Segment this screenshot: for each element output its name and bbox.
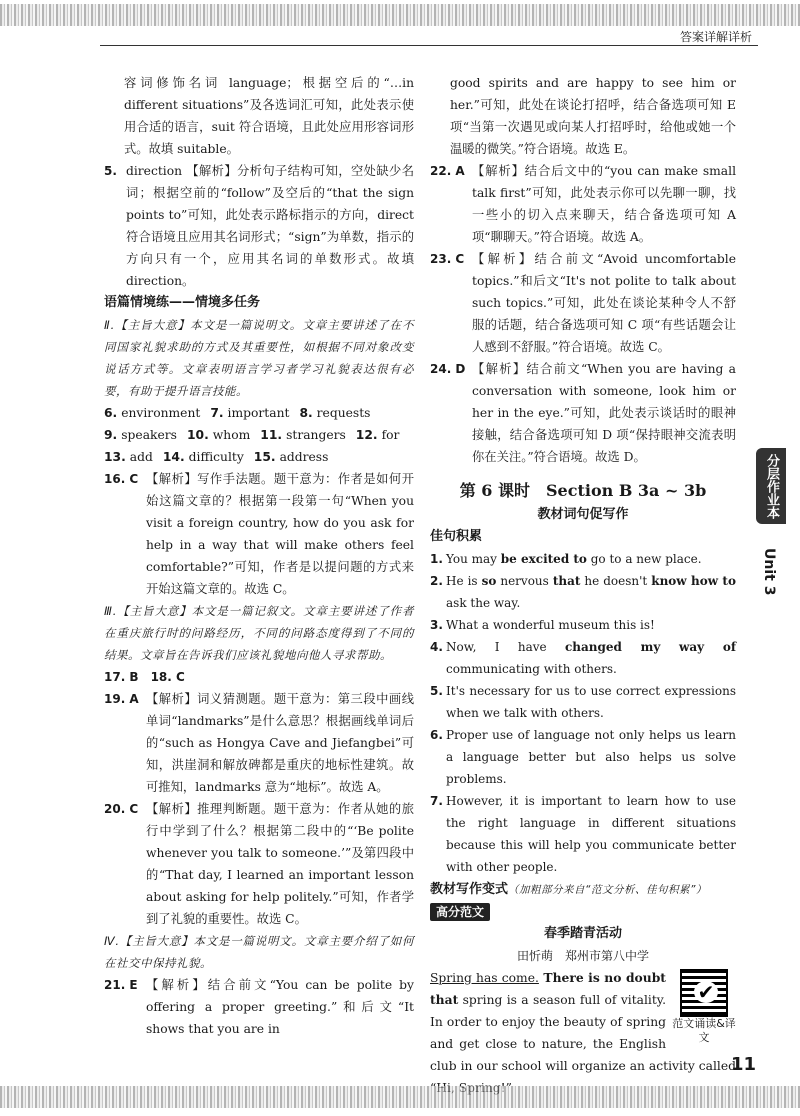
answer-item-5 xyxy=(104,160,414,292)
answer-word: speakers xyxy=(121,428,177,442)
item-text: direction 【解析】分析句子结构可知，空处缺少名词；根据空前的“follow”及空后的“that the sign points to”可知，此处表示路标指示的方向，direct 符合语境且应用其名词形式；“sign”为单数，指示的方向只有一个，应用其名词的单数形式。故填 direction。 xyxy=(126,164,414,288)
qr-code-icon[interactable] xyxy=(680,969,728,1017)
phrases-heading: 佳句积累 xyxy=(430,529,483,544)
answer-item-24 xyxy=(430,358,736,468)
item-number: 20. C xyxy=(104,802,139,816)
item-text: 【解析】结合前文“When you are having a conversation with someone, look him or her in the eye.”可知，此处表示谈话时的眼神接触，结合备选项可知 D 项“保持眼神交流表明你在关注。”符合语境。故选 D。 xyxy=(472,362,736,464)
passage-3-summary: Ⅲ.【主旨大意】本文是一篇记叙文。文章主要讲述了作者在重庆旅行时的问路经历，不同的问路态度得到了不同的结果。文章旨在告诉我们应该礼貌地向他人寻求帮助。 xyxy=(104,604,414,662)
item-number: 19. A xyxy=(104,692,139,706)
top-decorative-border xyxy=(0,4,800,26)
answer-item-23 xyxy=(430,248,736,358)
essay-author: 田忻萌 郑州市第八中学 xyxy=(516,949,649,963)
answer-item-20 xyxy=(104,798,414,930)
sentence-7: 7. However, it is important to learn how to use the right language in different situations because this will help you communicate better with other people. xyxy=(430,790,736,878)
answer-num: 13. xyxy=(104,450,126,464)
answer-word: strangers xyxy=(286,428,346,442)
sentence-number: 2. xyxy=(430,574,443,588)
answer-word: requests xyxy=(316,406,371,420)
item-number: 22. A xyxy=(430,164,465,178)
writing-heading: 教材写作变式 xyxy=(430,882,509,897)
sentence-6: 6. Proper use of language not only helps us learn a language better but also helps us solve problems. xyxy=(430,724,736,790)
answer-word: add xyxy=(129,450,153,464)
item-number: 16. C xyxy=(104,472,139,486)
item-number: 5. xyxy=(104,164,117,178)
sentence-number: 5. xyxy=(430,684,443,698)
answer-word: for xyxy=(381,428,400,442)
essay-underlined: Spring has come. xyxy=(430,971,539,985)
sentence-number: 3. xyxy=(430,618,443,632)
item-text: 【解析】词义猜测题。题干意为：第三段中画线单词“landmarks”是什么意思？根据画线单词后的“such as Hongya Cave and Jiefangbei”可知，洪崖洞和解放碑都是重庆的地标性建筑。故可推知，landmarks 意为“地标”。故选 A。 xyxy=(146,692,414,794)
answer-num: 15. xyxy=(253,450,276,464)
essay-title: 春季踏青活动 xyxy=(543,926,622,941)
answer-num: 12. xyxy=(355,428,378,442)
unit-label: Unit 3 xyxy=(761,548,777,596)
essay-text: spring is a season full of vitality. In order to enjoy the beauty of spring and get close to nature, the English club in our school will organize an activity called xyxy=(430,993,736,1073)
answer-num: 6. xyxy=(104,406,118,420)
qr-code-block[interactable] xyxy=(672,967,736,1047)
section-heading: 语篇情境练——情境多任务 xyxy=(104,295,261,310)
answers-17-18: 17. B 18. C xyxy=(104,670,185,684)
item-text: 【解析】结合后文中的“you can make small talk first”可知，此处表示你可以先聊一聊，找一些小的切入点来聊天，结合备选项可知 A 项“聊聊天。”符合语境。故选 A。 xyxy=(472,164,736,244)
answer-word: important xyxy=(227,406,290,420)
answers-row-3 xyxy=(104,446,414,468)
passage-2-summary: Ⅱ.【主旨大意】本文是一篇说明文。文章主要讲述了在不同国家礼貌求助的方式及其重要性，如根据不同对象改变说话方式等。文章表明语言学习者学习礼貌表达很有必要，有助于提升语言技能。 xyxy=(104,318,414,398)
page-number: 11 xyxy=(730,1054,756,1075)
answer-num: 10. xyxy=(186,428,209,442)
essay-bold: There is no doubt that xyxy=(430,970,666,1007)
item-text: 【解析】结合前文“Avoid uncomfortable topics.”和后文“It's not polite to talk about such topics.”可知，此处在谈论某种令人不舒服的话题，结合备选项可知 C 项“有些话题会让人感到不舒服。”符合语境。故选 C。 xyxy=(472,252,736,354)
right-column xyxy=(430,72,736,1099)
answer-word: difficulty xyxy=(188,450,244,464)
answer-num: 7. xyxy=(210,406,224,420)
side-tab-label: 分层作业本 xyxy=(756,448,786,524)
sentence-number: 7. xyxy=(430,794,443,808)
answer-num: 11. xyxy=(260,428,283,442)
writing-note: （加粗部分来自“范文分析、佳句积累”） xyxy=(508,884,707,896)
lesson-title: 第 6 课时 Section B 3a ~ 3b xyxy=(459,481,707,500)
answer-word: environment xyxy=(121,406,201,420)
sentence-4: 4. Now, I have changed my way of communicating with others. xyxy=(430,636,736,680)
answer-item-22 xyxy=(430,160,736,248)
sentence-2: 2. He is so nervous that he doesn't know how to ask the way. xyxy=(430,570,736,614)
item-text: 【解析】推理判断题。题干意为：作者从她的旅行中学到了什么？根据第二段中的“‘Be polite whenever you talk to someone.’”及第四段中的“That day, I learned an important lesson about asking for help politely.”可知，作者学到了礼貌的重要性。故选 C。 xyxy=(146,802,414,926)
item-text: 【解析】结合前文“You can be polite by offering a proper greeting.”和后文“It shows that you are in xyxy=(146,978,414,1036)
sentence-1: 1. You may be excited to go to a new place. xyxy=(430,548,736,570)
item-number: 21. E xyxy=(104,978,138,992)
answer-num: 8. xyxy=(299,406,313,420)
left-column xyxy=(104,72,414,1040)
lesson-subtitle: 教材词句促写作 xyxy=(537,507,629,522)
answer-num: 9. xyxy=(104,428,118,442)
answers-row-1 xyxy=(104,402,414,424)
item-number: 24. D xyxy=(430,362,466,376)
writing-heading-row xyxy=(430,878,736,901)
header-rule xyxy=(100,45,758,46)
continuation-paragraph: 容词修饰名词 language；根据空后的“…in different situations”及各选词汇可知，此处表示使用合适的语言，suit 符合语境，且此处应用形容词形式。故填 suitable。 xyxy=(124,76,414,156)
continuation-paragraph: good spirits and are happy to see him or her.”可知，此处在谈论打招呼，结合备选项可知 E 项“当第一次遇见或向某人打招呼时，给他或她一个温暖的微笑。”符合语境。故选 E。 xyxy=(450,76,736,156)
answer-item-16 xyxy=(104,468,414,600)
model-essay-badge: 高分范文 xyxy=(430,903,490,921)
sentence-3: 3. What a wonderful museum this is! xyxy=(430,614,736,636)
sentence-number: 4. xyxy=(430,640,443,654)
answer-item-19 xyxy=(104,688,414,798)
sentence-5: 5. It's necessary for us to use correct expressions when we talk with others. xyxy=(430,680,736,724)
answers-row-2 xyxy=(104,424,414,446)
answer-num: 14. xyxy=(162,450,185,464)
qr-label: 范文诵读&译文 xyxy=(672,1017,736,1044)
passage-4-summary: Ⅳ.【主旨大意】本文是一篇说明文。文章主要介绍了如何在社交中保持礼貌。 xyxy=(104,934,414,970)
bottom-decorative-border xyxy=(0,1086,800,1108)
answer-item-21 xyxy=(104,974,414,1040)
sentence-number: 6. xyxy=(430,728,443,742)
essay-body xyxy=(430,967,736,1099)
sentence-number: 1. xyxy=(430,552,443,566)
answer-word: whom xyxy=(212,428,251,442)
header-label: 答案详解详析 xyxy=(679,30,752,44)
answer-word: address xyxy=(279,450,329,464)
item-number: 23. C xyxy=(430,252,465,266)
item-text: 【解析】写作手法题。题干意为：作者是如何开始这篇文章的？根据第一段第一句“When you visit a foreign country, how do you ask for help in a way that will make others feel comfortable?”可知，作者是以提问题的方式来开始这篇文章的。故选 C。 xyxy=(146,472,414,596)
